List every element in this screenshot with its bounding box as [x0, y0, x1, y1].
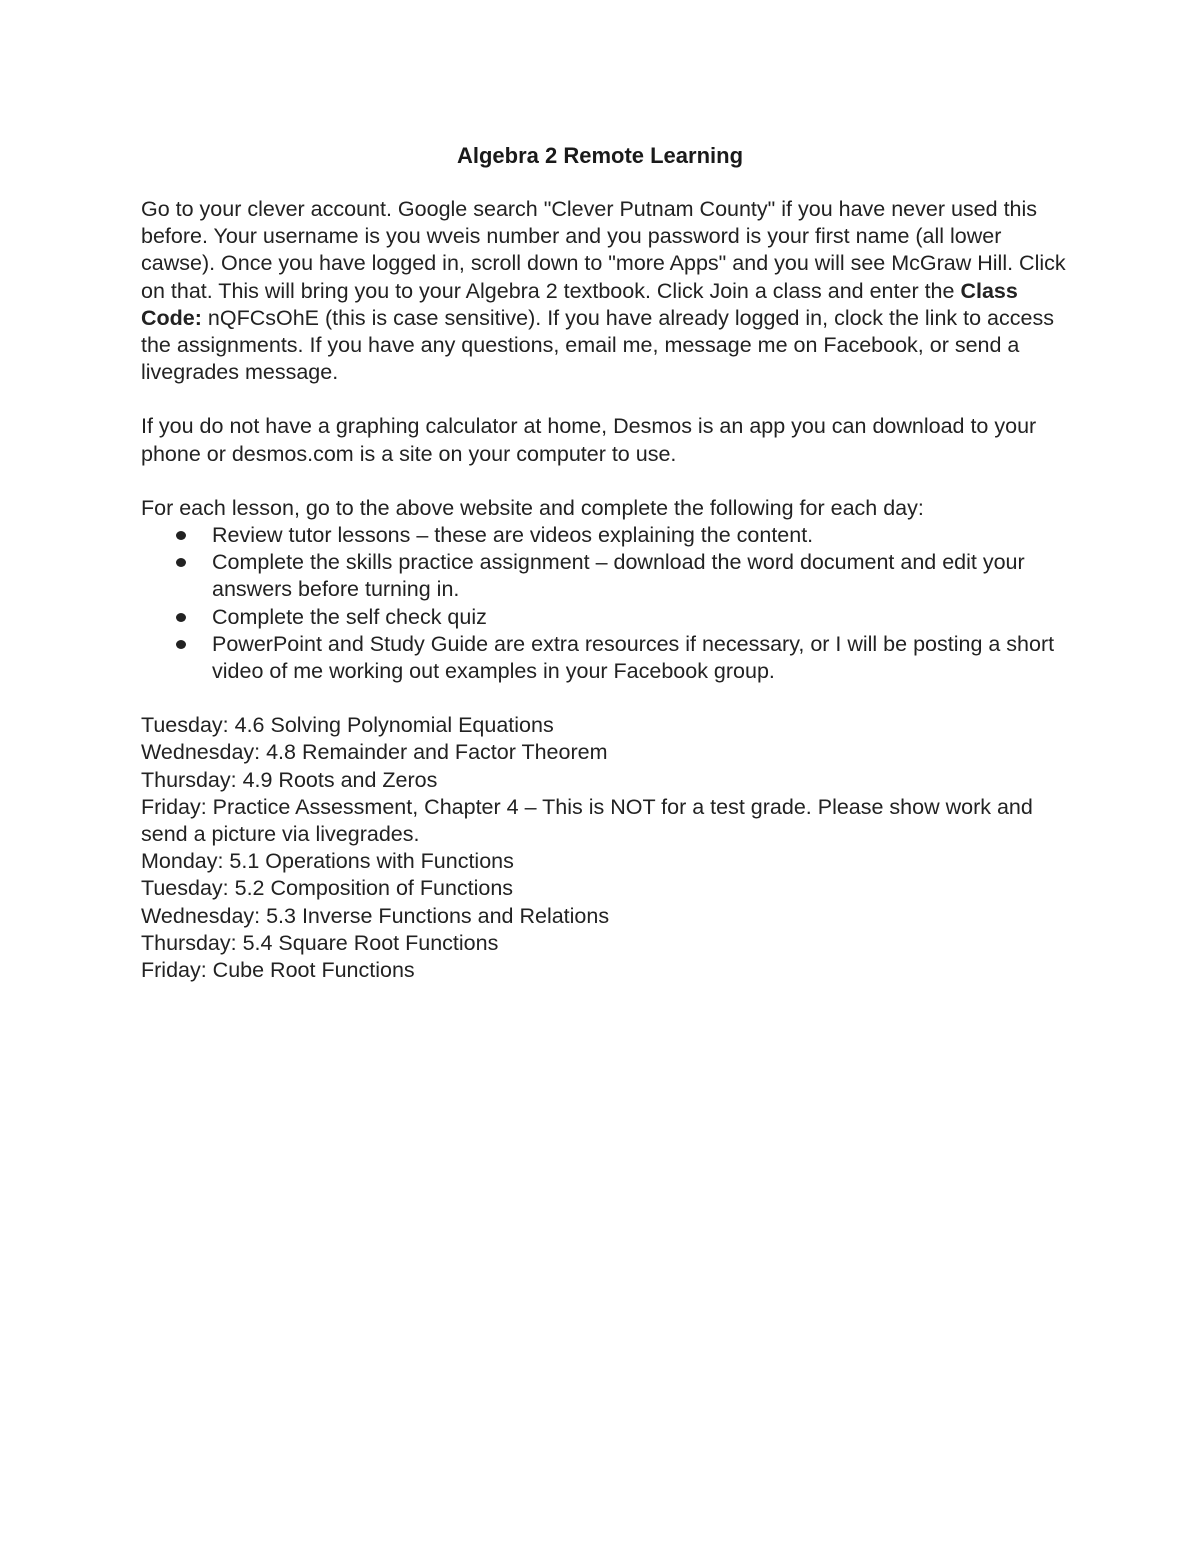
schedule-item: Friday: Practice Assessment, Chapter 4 – This is NOT for a test grade. Please show work and send a picture via livegrades.	[141, 794, 1033, 847]
list-item	[212, 631, 1071, 685]
schedule-item: Thursday: 5.4 Square Root Functions	[141, 930, 499, 955]
lesson-steps-list	[141, 522, 1071, 685]
list-item-text: PowerPoint and Study Guide are extra resources if necessary, or I will be posting a short video of me working out examples in your Facebook group.	[212, 631, 1055, 684]
bullet-icon	[176, 531, 186, 540]
list-item	[212, 604, 1071, 631]
intro-text-part1: Go to your clever account. Google search "Clever Putnam County" if you have never used this before. Your username is you wveis number and you password is your first name (all lower cawse). Once you have logged in, scroll down to "more Apps" and you will see McGraw Hill. Click on that. This will bring you to your Algebra 2 textbook. Click Join a class and enter the	[141, 197, 1066, 303]
bullet-icon	[176, 640, 186, 649]
bullet-icon	[176, 558, 186, 567]
schedule-item: Tuesday: 4.6 Solving Polynomial Equations	[141, 713, 554, 738]
schedule-item: Thursday: 4.9 Roots and Zeros	[141, 767, 438, 792]
intro-paragraph	[141, 196, 1071, 386]
list-item-text: Complete the skills practice assignment – download the word document and edit your answers before turning in.	[212, 550, 1025, 602]
lesson-intro: For each lesson, go to the above website and complete the following for each day:	[141, 495, 924, 520]
schedule-item: Wednesday: 5.3 Inverse Functions and Relations	[141, 903, 610, 928]
desmos-paragraph: If you do not have a graphing calculator at home, Desmos is an app you can download to your phone or desmos.com is a site on your computer to use.	[141, 414, 1037, 466]
schedule-item: Friday: Cube Root Functions	[141, 958, 415, 983]
intro-text-part2: nQFCsOhE (this is case sensitive). If you have already logged in, clock the link to access the assignments. If you have any questions, email me, message me on Facebook, or send a livegrades message.	[141, 305, 1054, 385]
list-item-text: Review tutor lessons – these are videos explaining the content.	[212, 523, 814, 548]
document-title: Algebra 2 Remote Learning	[456, 143, 744, 168]
list-item	[212, 522, 1071, 549]
schedule-item: Monday: 5.1 Operations with Functions	[141, 849, 514, 874]
list-item	[212, 549, 1071, 603]
bullet-icon	[176, 613, 186, 622]
schedule-list	[141, 712, 1071, 984]
schedule-item: Wednesday: 4.8 Remainder and Factor Theorem	[141, 740, 608, 765]
document-body	[141, 196, 1071, 984]
class-code-label: Class Code:	[141, 278, 1018, 330]
list-item-text: Complete the self check quiz	[212, 604, 487, 629]
schedule-item: Tuesday: 5.2 Composition of Functions	[141, 876, 514, 901]
